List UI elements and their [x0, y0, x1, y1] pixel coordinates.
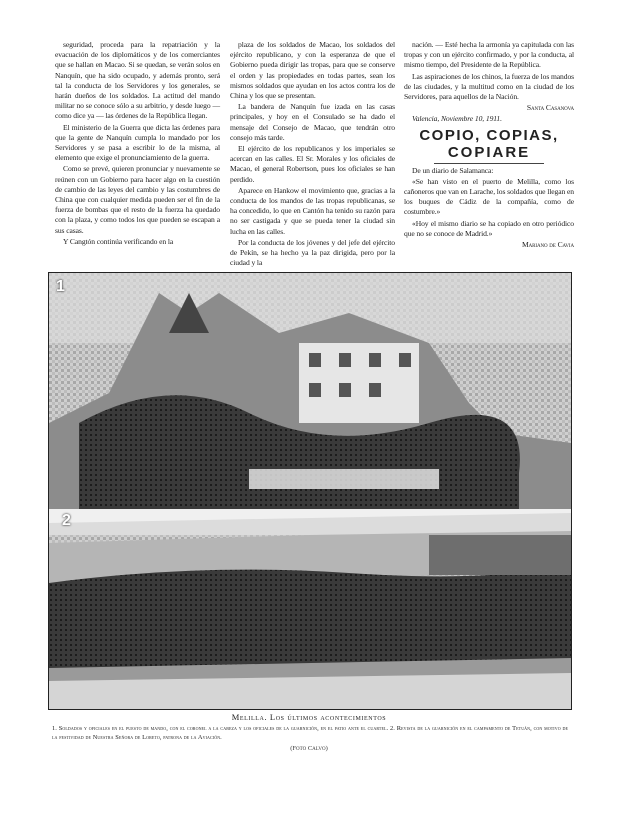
- text-column-middle: [230, 40, 395, 269]
- text-column-right: [404, 40, 574, 251]
- paragraph: El ejército de los republicanos y los imperiales se acercan en las calles. El Sr. Morales y los oficiales de Macao, el general Robertson, pues los oficiales se han perdido.: [230, 144, 395, 184]
- news-photograph: [48, 272, 572, 710]
- text-column-left: [55, 40, 220, 248]
- paragraph: Como se prevé, quieren pronunciar y nuevamente se reúnen con un Gobierno para hacer algo en la cuestión de cambio de las leyes del cambio y las costumbres de China que con cualquier medida pueden ser el fin de la fuerza de bombas que el resto de la fuerza ha quedado con la plaza, y como todos los que pueden se escapan a sus casas.: [55, 164, 220, 235]
- paragraph: De un diario de Salamanca:: [412, 165, 494, 175]
- paragraph: El ministerio de la Guerra que dicta las órdenes para que la gente de Nanquín cumpla lo mandado por los Servidores y se pasa a escribir lo de la misma, al elemento que exige el pronunciamiento de la guerra.: [55, 122, 220, 163]
- photo-credit: (Foto Calvo): [290, 745, 328, 752]
- article-signature: Santa Casanova: [526, 103, 574, 113]
- caption-body: 1. Soldados y oficiales en el puesto de mando, con el coronel a la cabeza y los oficiales de la guarnición, en el patio ante el cuartel. 2. Revista de la guarnición en el campamento de Tetuán, con motivo de la festividad de Nuestra Señora de Loreto, patrona de la Aviación.: [52, 725, 568, 741]
- paragraph: nación. — Esté hecha la armonía ya capitulada con las tropas y con un ejército confirmado, y por la conducta, al mismo tiempo, del Presidente de la República.: [404, 40, 574, 70]
- section-headline: COPIO, COPIAS,: [419, 126, 559, 144]
- paragraph: La bandera de Nanquín fue izada en las casas principales, y hoy en el Consulado se ha dado el mensaje del Consejo de Macao, que tendrán otro consejo más tarde.: [230, 102, 395, 142]
- photo-number-label: 1: [56, 278, 65, 295]
- paragraph: Y Cangtón continúa verificando en la: [63, 236, 174, 246]
- paragraph: «Se han visto en el puerto de Melilla, como los cañoneros que van en Larache, los soldados que llegan en los buques de Cádiz de la compañía, como de costumbre.»: [404, 176, 574, 217]
- paragraph: plaza de los soldados de Macao, los soldados del ejército republicano, y con la esperanza de que el Gobierno pueda dirigir las tropas, para que se conserve el orden y las propiedades en todas partes, sean los mismos soldados que ayudan en los actos contra los de China y los que se presentan.: [230, 40, 395, 101]
- divider: [434, 163, 544, 164]
- photo-number-label: 2: [62, 512, 71, 529]
- paragraph: Las aspiraciones de los chinos, la fuerza de los mandos de las ciudades, y la multitud como en la ciudad de los Servidores, para aquellos de la Nación.: [404, 71, 574, 102]
- photograph-illustration: [49, 273, 571, 709]
- section-signature: Mariano de Cavia: [522, 240, 574, 250]
- article-dateline: Valencia, Noviembre 10, 1911.: [412, 114, 502, 124]
- paragraph: seguridad, proceda para la repatriación y la evacuación de los diplomáticos y de los comerciantes que se hallan en Macao. Si se quedan, se verán solos en Nanquín, que ha sido ocupado, y además pronto, será tal la conducta de los Servidores y los generales, se harán dueños de los soldados. La actitud del mando militar no se conoce sólo a su arbitrio, y desde luego — como dice ya — las órdenes de la República llegan.: [55, 40, 220, 121]
- paragraph: Por la conducta de los jóvenes y del jefe del ejército de Pekín, se ha hecho ya la paz dirigida, pero por la ciudad y la: [230, 237, 395, 268]
- caption-title: Melilla. Los últimos acontecimientos: [231, 712, 387, 722]
- paragraph: Aparece en Hankow el movimiento que, gracias a la conducta de los mandos de las tropas republicanas, se ha concedido, lo que en Cantón ha tenido su razón para no ser castigada y que se pueda tener la ciudad sin lucha en las calles.: [230, 185, 395, 236]
- paragraph: «Hoy el mismo diario se ha copiado en otro periódico que no se conoce de Madrid.»: [404, 218, 574, 238]
- section-headline-second-line: COPIARE: [447, 143, 531, 161]
